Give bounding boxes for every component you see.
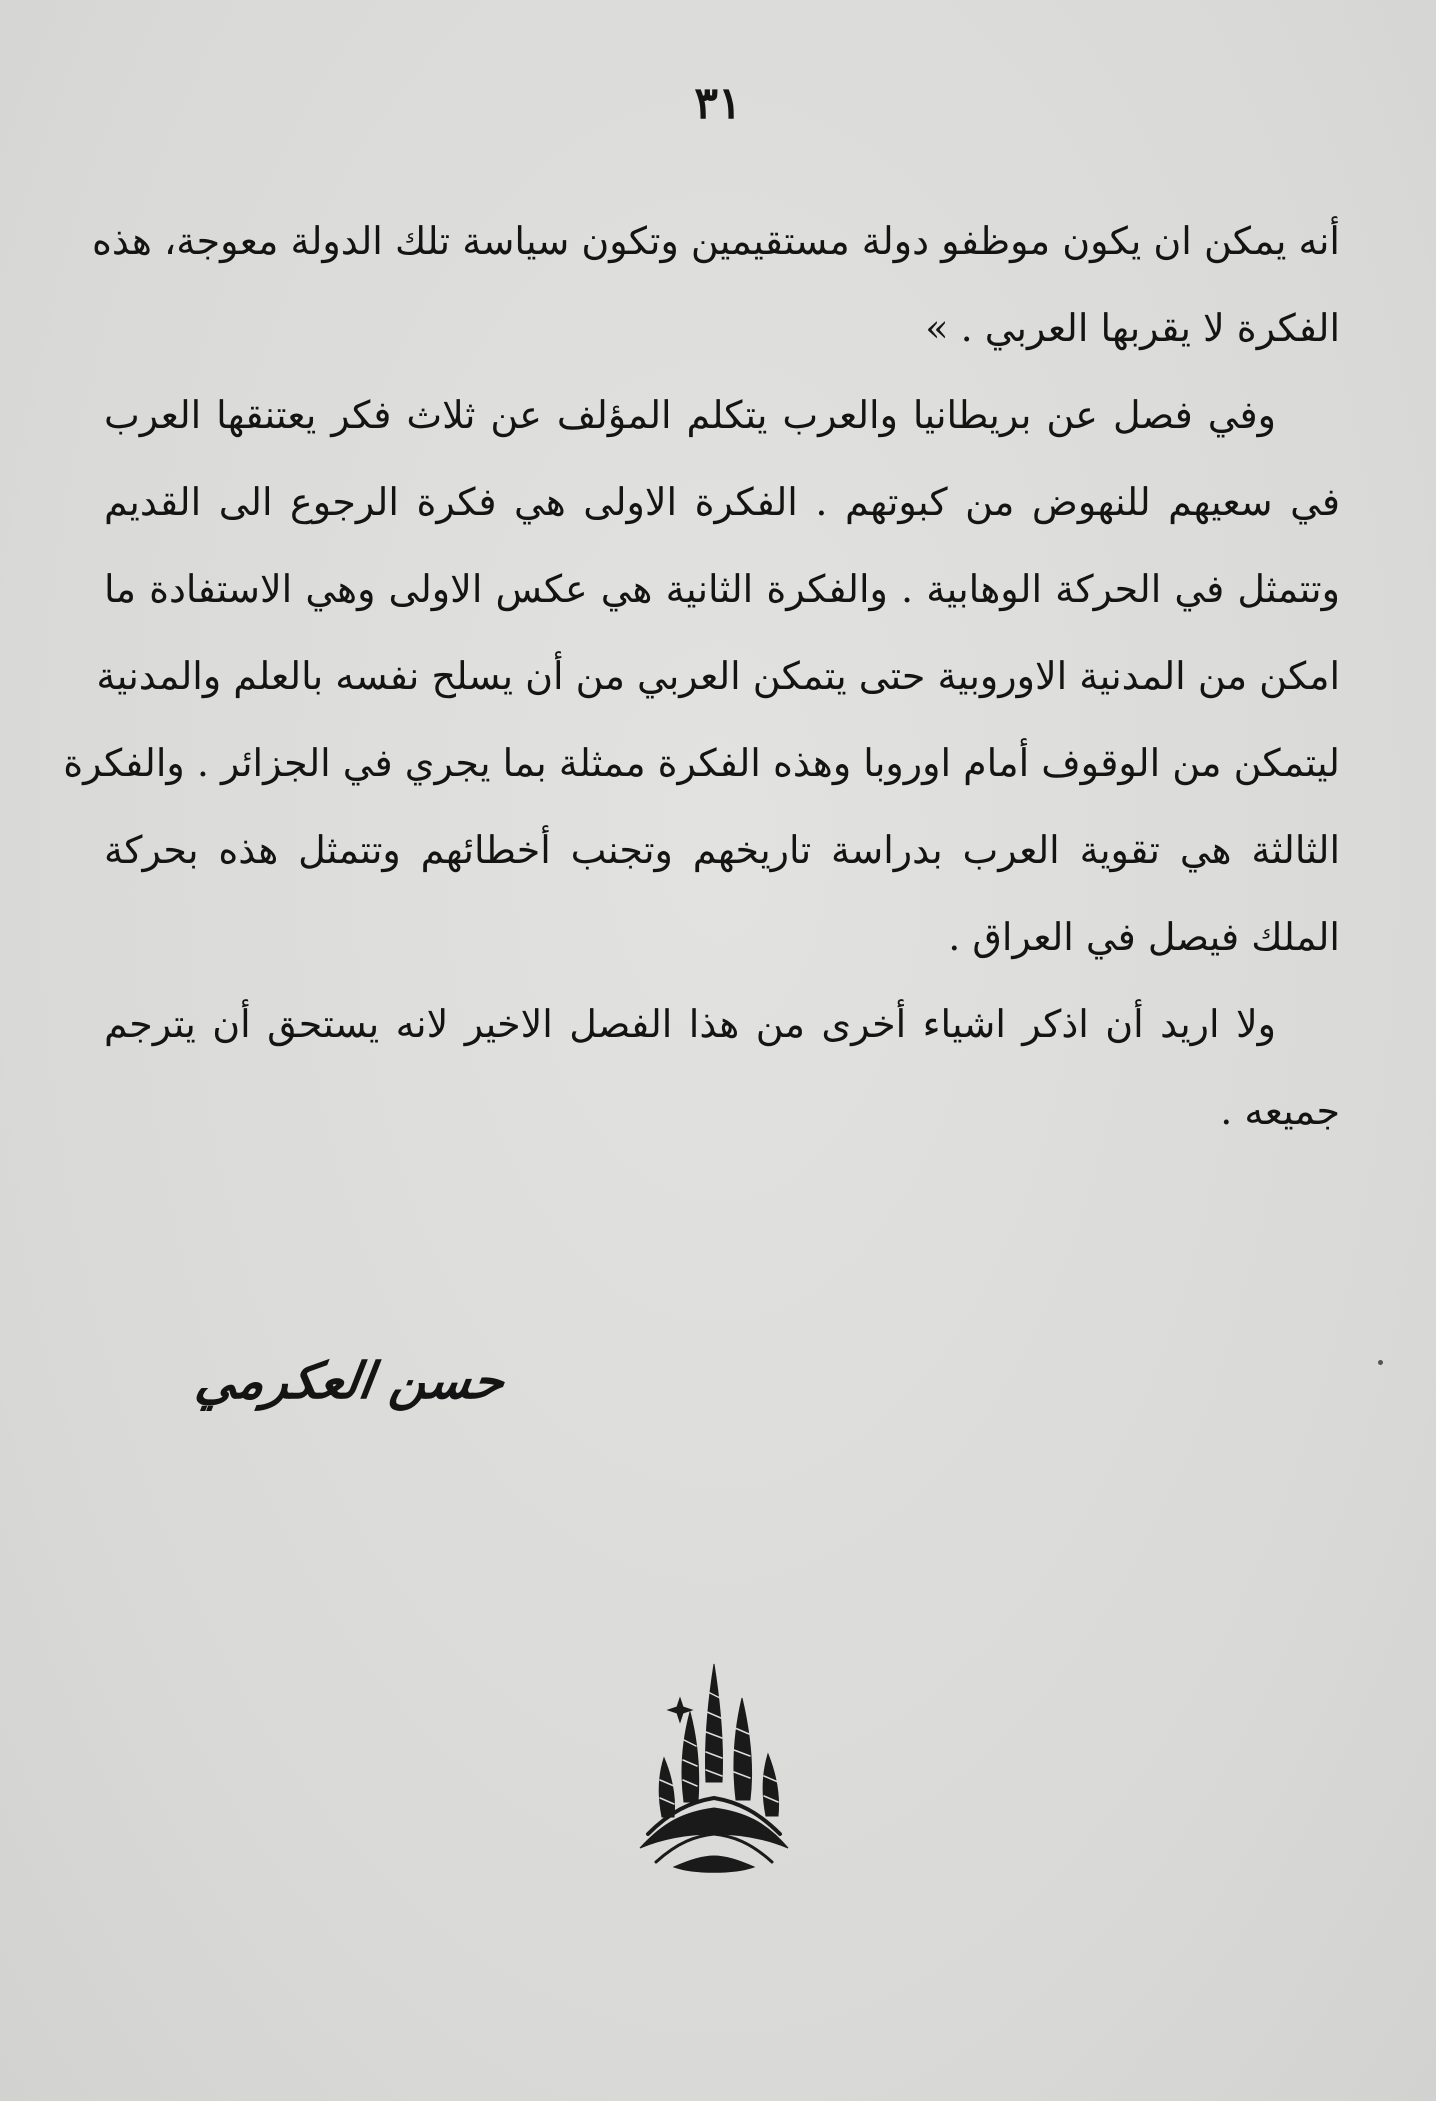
page-number: ٣١	[694, 78, 742, 129]
text-line: أنه يمكن ان يكون موظفو دولة مستقيمين وتكون سياسة تلك الدولة معوجة، هذه	[91, 219, 1340, 263]
text-line: الثالثة هي تقوية العرب بدراسة تاريخهم وتجنب أخطائهم وتتمثل هذه بحركة	[104, 828, 1340, 872]
text-line: ليتمكن من الوقوف أمام اوروبا وهذه الفكرة ممثلة بما يجري في الجزائر . والفكرة	[63, 741, 1340, 785]
text-line: امكن من المدنية الاوروبية حتى يتمكن العربي من أن يسلح نفسه بالعلم والمدنية	[96, 654, 1340, 698]
text-line: الملك فيصل في العراق .	[948, 915, 1340, 959]
text-line: ولا اريد أن اذكر اشياء أخرى من هذا الفصل الاخير لانه يستحق أن يترجم	[104, 1002, 1276, 1046]
text-line: وتتمثل في الحركة الوهابية . والفكرة الثانية هي عكس الاولى وهي الاستفادة ما	[104, 567, 1340, 611]
author-signature: حسن العكرمي	[191, 1351, 509, 1410]
text-line: وفي فصل عن بريطانيا والعرب يتكلم المؤلف عن ثلاث فكر يعتنقها العرب	[104, 393, 1276, 437]
text-line: جميعه .	[1220, 1089, 1340, 1133]
text-line: الفكرة لا يقربها العربي . »	[925, 306, 1340, 350]
plant-ornament-icon	[634, 1662, 794, 1882]
body-text	[63, 198, 1340, 1155]
text-line: في سعيهم للنهوض من كبوتهم . الفكرة الاولى هي فكرة الرجوع الى القديم	[104, 480, 1340, 524]
margin-mark	[1378, 1360, 1383, 1365]
